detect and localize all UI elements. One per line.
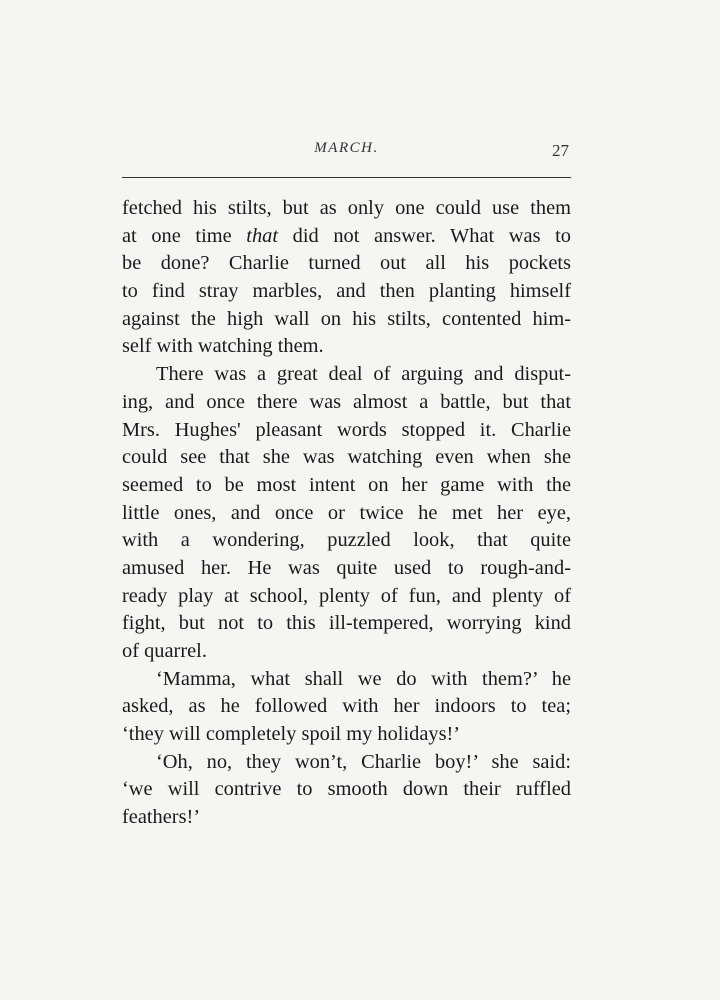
text-line: There was a great deal of arguing and disput- bbox=[156, 363, 571, 386]
text-line: seemed to be most intent on her game with the bbox=[122, 473, 571, 496]
text-line: be done? Charlie turned out all his pockets bbox=[122, 252, 571, 275]
text-line: little ones, and once or twice he met her eye, bbox=[122, 501, 571, 524]
page-header bbox=[122, 140, 571, 170]
body-text bbox=[122, 195, 571, 832]
text-line: self with watching them. bbox=[122, 335, 324, 358]
text-line: could see that she was watching even when she bbox=[122, 446, 571, 469]
text-line: ‘Oh, no, they won’t, Charlie boy!’ she said: bbox=[156, 750, 571, 773]
text-line: ‘they will completely spoil my holidays!’ bbox=[122, 723, 461, 746]
text-line: amused her. He was quite used to rough-and- bbox=[122, 556, 571, 579]
text-line: Mrs. Hughes' pleasant words stopped it. Charlie bbox=[122, 418, 571, 441]
emphasis-word: that bbox=[246, 224, 279, 247]
text-line: fight, but not to this ill-tempered, worrying kind bbox=[122, 612, 571, 635]
text-line: fetched his stilts, but as only one could use them bbox=[122, 197, 571, 219]
text-line: of quarrel. bbox=[122, 640, 207, 662]
text-line: asked, as he followed with her indoors to tea; bbox=[122, 695, 571, 718]
text-line: ready play at school, plenty of fun, and plenty of bbox=[122, 584, 571, 607]
text-line bbox=[122, 223, 571, 251]
text-line: against the high wall on his stilts, contented him- bbox=[122, 307, 571, 330]
text-line: feathers!’ bbox=[122, 806, 201, 829]
text-line: ing, and once there was almost a battle, but that bbox=[122, 390, 571, 413]
text-fragment: at one time bbox=[122, 224, 232, 247]
text-line: to find stray marbles, and then planting himself bbox=[122, 280, 571, 303]
text-line: ‘Mamma, what shall we do with them?’ he bbox=[156, 667, 571, 690]
text-line: with a wondering, puzzled look, that quite bbox=[122, 529, 571, 552]
page-number: 27 bbox=[552, 141, 569, 160]
running-title: MARCH. bbox=[314, 140, 379, 156]
header-rule bbox=[122, 177, 571, 178]
text-line: ‘we will contrive to smooth down their ruffled bbox=[122, 778, 571, 801]
text-fragment: did not answer. What was to bbox=[292, 224, 571, 247]
